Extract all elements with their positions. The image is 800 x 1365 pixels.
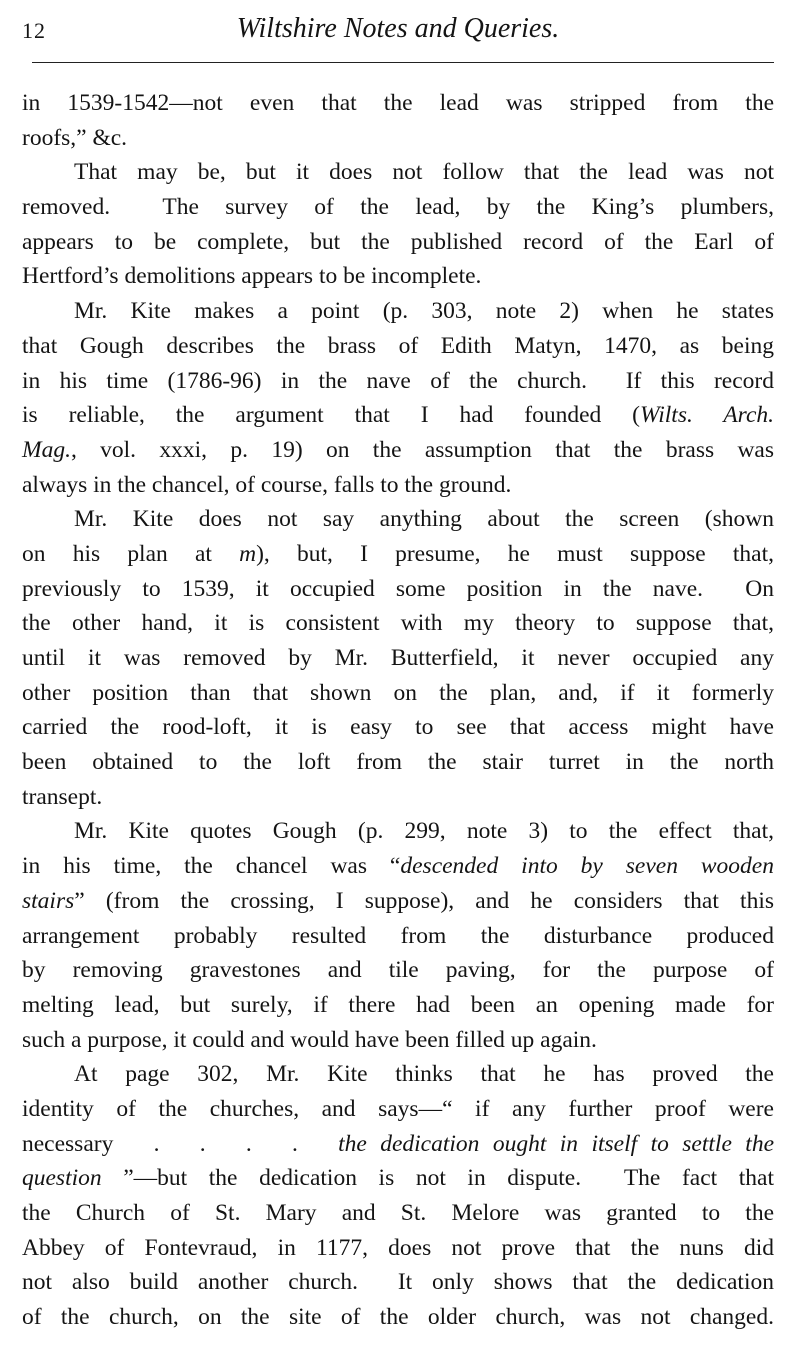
text-segment: transept.: [22, 783, 103, 810]
text-line: [22, 155, 774, 190]
text-line: [22, 1265, 774, 1300]
text-segment: such a purpose, it could and would have been filled up again.: [22, 1026, 597, 1053]
italic-text: the dedication ought in itself to settle the: [338, 1130, 774, 1157]
text-segment: ), but, I presume, he must suppose that,: [256, 540, 774, 567]
text-line: [22, 1300, 774, 1335]
text-segment: At page 302, Mr. Kite thinks that he has proved the: [74, 1061, 774, 1088]
text-segment: not also build another church. It only shows that the dedication: [22, 1269, 774, 1296]
text-line: [22, 329, 774, 364]
text-segment: Hertford’s demolitions appears to be incomplete.: [22, 263, 482, 290]
text-line: [22, 606, 774, 641]
page-header: [22, 0, 774, 64]
page-number: 12: [22, 18, 46, 43]
italic-text: Mag.: [22, 436, 71, 463]
text-segment: in his time, the chancel was “: [22, 853, 401, 880]
text-segment: always in the chancel, of course, falls to the ground.: [22, 471, 512, 498]
text-segment: removed. The survey of the lead, by the King’s plumbers,: [22, 194, 774, 221]
text-line: [22, 641, 774, 676]
italic-text: descended into by seven wooden: [400, 853, 774, 880]
text-segment: roofs,” &c.: [22, 124, 128, 151]
text-line: [22, 1092, 774, 1127]
text-segment: necessary . . . .: [22, 1130, 339, 1157]
text-line: [22, 1023, 774, 1058]
text-segment: by removing gravestones and tile paving, for the purpose of: [22, 957, 774, 984]
text-segment: the Church of St. Mary and St. Melore was granted to the: [22, 1200, 774, 1226]
text-line: [22, 398, 774, 433]
text-segment: Mr. Kite does not say anything about the screen (shown: [74, 506, 774, 533]
text-line: [22, 814, 774, 849]
text-line: [22, 1231, 774, 1266]
text-segment: Mr. Kite makes a point (p. 303, note 2) when he states: [74, 298, 774, 325]
text-segment: previously to 1539, it occupied some position in the nave. On: [22, 575, 774, 602]
text-segment: appears to be complete, but the published record of the Earl of: [22, 228, 774, 255]
text-segment: identity of the churches, and says—“ if any further proof were: [22, 1095, 774, 1122]
italic-text: stairs: [22, 887, 75, 914]
text-line: [22, 884, 774, 919]
text-segment: is reliable, the argument that I had founded (: [22, 402, 640, 429]
text-segment: the other hand, it is consistent with my theory to suppose that,: [22, 610, 774, 637]
text-segment: ” (from the crossing, I suppose), and he considers that this: [74, 887, 774, 914]
text-line: [22, 953, 774, 988]
text-segment: been obtained to the loft from the stair turret in the north: [22, 749, 774, 776]
text-segment: other position than that shown on the plan, and, if it formerly: [22, 679, 774, 706]
text-line: [22, 572, 774, 607]
text-segment: until it was removed by Mr. Butterfield, it never occupied any: [22, 645, 774, 671]
text-line: [22, 502, 774, 537]
header-rule: [32, 62, 774, 63]
text-segment: Mr. Kite quotes Gough (p. 299, note 3) to the effect that,: [74, 818, 774, 845]
italic-text: Wilts. Arch.: [639, 402, 774, 429]
text-line: [22, 1196, 774, 1231]
text-segment: in 1539-1542—not even that the lead was stripped from the: [22, 90, 774, 116]
text-segment: That may be, but it does not follow that the lead was not: [74, 159, 774, 186]
text-line: [22, 676, 774, 711]
text-line: [22, 468, 774, 503]
document-page: [22, 0, 774, 1335]
text-segment: of the church, on the site of the older church, was not changed.: [22, 1304, 774, 1331]
text-line: [22, 710, 774, 745]
text-line: [22, 919, 774, 954]
text-segment: that Gough describes the brass of Edith Matyn, 1470, as being: [22, 332, 774, 359]
text-line: [22, 225, 774, 260]
text-segment: melting lead, but surely, if there had been an opening made for: [22, 991, 774, 1018]
text-line: [22, 988, 774, 1023]
text-line: [22, 780, 774, 815]
text-segment: on his plan at: [22, 540, 240, 567]
text-line: [22, 433, 774, 468]
text-line: [22, 190, 774, 225]
text-segment: in his time (1786-96) in the nave of the church. If this record: [22, 367, 774, 394]
text-line: [22, 121, 774, 156]
italic-text: question: [22, 1165, 102, 1192]
text-line: [22, 294, 774, 329]
text-segment: Abbey of Fontevraud, in 1177, does not prove that the nuns did: [22, 1234, 774, 1261]
text-segment: carried the rood-loft, it is easy to see that access might have: [22, 714, 774, 741]
text-line: [22, 849, 774, 884]
text-line: [22, 1057, 774, 1092]
text-line: [22, 86, 774, 121]
text-line: [22, 1127, 774, 1162]
text-segment: , vol. xxxi, p. 19) on the assumption that the brass was: [70, 436, 774, 463]
body-text: [22, 86, 774, 1335]
text-line: [22, 745, 774, 780]
italic-text: m: [239, 540, 257, 567]
text-line: [22, 1161, 774, 1196]
text-line: [22, 259, 774, 294]
text-segment: ”—but the dedication is not in dispute. The fact that: [101, 1165, 774, 1192]
text-line: [22, 537, 774, 572]
running-title: Wiltshire Notes and Queries.: [236, 13, 560, 44]
text-segment: arrangement probably resulted from the disturbance produced: [22, 922, 774, 949]
text-line: [22, 364, 774, 399]
